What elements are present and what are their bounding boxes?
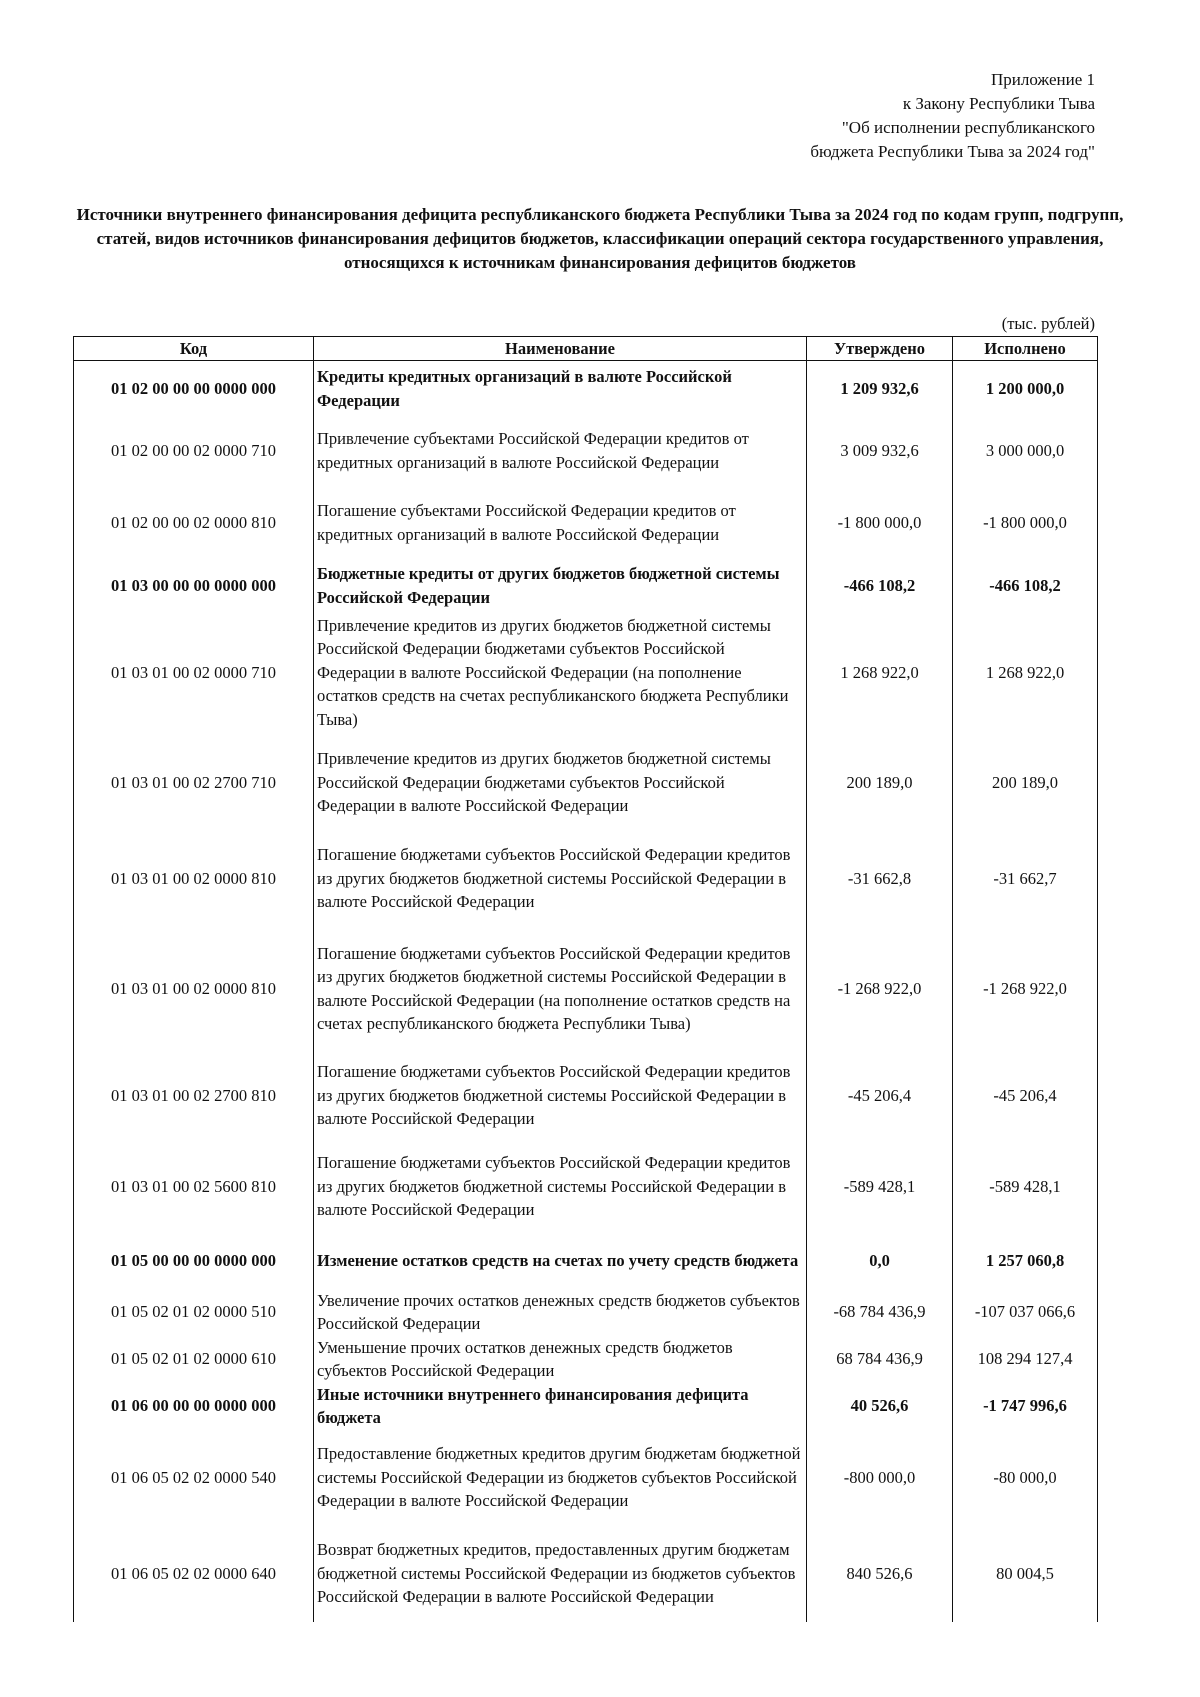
row-approved: 3 009 932,6	[807, 417, 953, 485]
row-name: Уменьшение прочих остатков денежных средств бюджетов субъектов Российской Федерации	[314, 1336, 807, 1383]
row-name: Изменение остатков средств на счетах по учету средств бюджета	[314, 1233, 807, 1289]
row-name: Погашение бюджетами субъектов Российской Федерации кредитов из других бюджетов бюджетной системы Российской Федерации в валюте Российской Федерации	[314, 831, 807, 927]
appendix-line-1: Приложение 1	[991, 70, 1095, 89]
row-approved: -589 428,1	[807, 1141, 953, 1233]
row-name: Предоставление бюджетных кредитов другим бюджетам бюджетной системы Российской Федерации из бюджетов субъектов Российской Федерации в валюте Российской Федерации	[314, 1430, 807, 1526]
table-row	[74, 1383, 1098, 1430]
row-code: 01 03 00 00 00 0000 000	[74, 561, 314, 611]
row-code: 01 06 05 02 02 0000 540	[74, 1430, 314, 1526]
table-row	[74, 1289, 1098, 1336]
row-approved: -68 784 436,9	[807, 1289, 953, 1336]
row-approved: -1 268 922,0	[807, 927, 953, 1051]
row-approved: -800 000,0	[807, 1430, 953, 1526]
column-header-executed: Исполнено	[953, 337, 1098, 361]
row-name: Привлечение кредитов из других бюджетов бюджетной системы Российской Федерации бюджетами субъектов Российской Федерации в валюте Российской Федерации	[314, 735, 807, 831]
row-approved: 840 526,6	[807, 1526, 953, 1622]
row-code: 01 02 00 00 02 0000 810	[74, 485, 314, 561]
row-code: 01 03 01 00 02 0000 710	[74, 611, 314, 735]
row-code: 01 03 01 00 02 2700 810	[74, 1051, 314, 1141]
row-code: 01 02 00 00 02 0000 710	[74, 417, 314, 485]
row-code: 01 06 00 00 00 0000 000	[74, 1383, 314, 1430]
appendix-line-3: "Об исполнении республиканского	[841, 118, 1095, 137]
row-approved: -45 206,4	[807, 1051, 953, 1141]
row-code: 01 05 00 00 00 0000 000	[74, 1233, 314, 1289]
row-code: 01 05 02 01 02 0000 610	[74, 1336, 314, 1383]
table-row	[74, 485, 1098, 561]
row-name: Погашение субъектами Российской Федерации кредитов от кредитных организаций в валюте Российской Федерации	[314, 485, 807, 561]
row-approved: 68 784 436,9	[807, 1336, 953, 1383]
table-row	[74, 1141, 1098, 1233]
column-header-approved: Утверждено	[807, 337, 953, 361]
row-name: Увеличение прочих остатков денежных средств бюджетов субъектов Российской Федерации	[314, 1289, 807, 1336]
financing-sources-table	[73, 336, 1098, 1622]
row-name: Кредиты кредитных организаций в валюте Российской Федерации	[314, 361, 807, 417]
row-approved: 1 268 922,0	[807, 611, 953, 735]
row-executed: 200 189,0	[953, 735, 1098, 831]
table-row	[74, 1430, 1098, 1526]
document-title: Источники внутреннего финансирования дефицита республиканского бюджета Республики Тыва за 2024 год по кодам групп, подгрупп, статей, видов источников финансирования дефицитов бюджетов, классификации операций сектора государственного управления, относящихся к источникам финансирования дефицитов бюджетов	[76, 205, 1124, 272]
row-approved: 0,0	[807, 1233, 953, 1289]
row-executed: -80 000,0	[953, 1430, 1098, 1526]
row-executed: -1 747 996,6	[953, 1383, 1098, 1430]
appendix-line-4: бюджета Республики Тыва за 2024 год"	[810, 142, 1095, 161]
table-row	[74, 561, 1098, 611]
units-note: (тыс. рублей)	[1001, 314, 1095, 333]
row-executed: -45 206,4	[953, 1051, 1098, 1141]
row-code: 01 03 01 00 02 5600 810	[74, 1141, 314, 1233]
table-row	[74, 611, 1098, 735]
table-header-row	[74, 337, 1098, 361]
row-executed: 80 004,5	[953, 1526, 1098, 1622]
row-executed: 1 268 922,0	[953, 611, 1098, 735]
row-executed: -31 662,7	[953, 831, 1098, 927]
row-executed: 1 257 060,8	[953, 1233, 1098, 1289]
row-name: Иные источники внутреннего финансирования дефицита бюджета	[314, 1383, 807, 1430]
row-name: Погашение бюджетами субъектов Российской Федерации кредитов из других бюджетов бюджетной системы Российской Федерации в валюте Российской Федерации (на пополнение остатков средств на счетах республиканского бюджета Республики Тыва)	[314, 927, 807, 1051]
row-name: Возврат бюджетных кредитов, предоставленных другим бюджетам бюджетной системы Российской Федерации из бюджетов субъектов Российской Федерации в валюте Российской Федерации	[314, 1526, 807, 1622]
table-row	[74, 1526, 1098, 1622]
row-executed: -589 428,1	[953, 1141, 1098, 1233]
table-row	[74, 1336, 1098, 1383]
row-code: 01 02 00 00 00 0000 000	[74, 361, 314, 417]
row-executed: 108 294 127,4	[953, 1336, 1098, 1383]
row-executed: 1 200 000,0	[953, 361, 1098, 417]
row-executed: -466 108,2	[953, 561, 1098, 611]
row-name: Привлечение кредитов из других бюджетов бюджетной системы Российской Федерации бюджетами субъектов Российской Федерации в валюте Российской Федерации (на пополнение остатков средств на счетах республиканского бюджета Республики Тыва)	[314, 611, 807, 735]
table-row	[74, 1051, 1098, 1141]
row-code: 01 03 01 00 02 0000 810	[74, 927, 314, 1051]
row-name: Погашение бюджетами субъектов Российской Федерации кредитов из других бюджетов бюджетной системы Российской Федерации в валюте Российской Федерации	[314, 1141, 807, 1233]
table-row	[74, 361, 1098, 417]
row-code: 01 03 01 00 02 2700 710	[74, 735, 314, 831]
table-row	[74, 735, 1098, 831]
appendix-line-2: к Закону Республики Тыва	[902, 94, 1095, 113]
row-approved: -1 800 000,0	[807, 485, 953, 561]
row-name: Погашение бюджетами субъектов Российской Федерации кредитов из других бюджетов бюджетной системы Российской Федерации в валюте Российской Федерации	[314, 1051, 807, 1141]
row-code: 01 03 01 00 02 0000 810	[74, 831, 314, 927]
row-approved: 40 526,6	[807, 1383, 953, 1430]
row-code: 01 05 02 01 02 0000 510	[74, 1289, 314, 1336]
table-row	[74, 1233, 1098, 1289]
table-row	[74, 831, 1098, 927]
row-code: 01 06 05 02 02 0000 640	[74, 1526, 314, 1622]
row-executed: 3 000 000,0	[953, 417, 1098, 485]
row-approved: 1 209 932,6	[807, 361, 953, 417]
column-header-code: Код	[74, 337, 314, 361]
row-approved: -466 108,2	[807, 561, 953, 611]
row-approved: 200 189,0	[807, 735, 953, 831]
row-executed: -1 268 922,0	[953, 927, 1098, 1051]
row-name: Бюджетные кредиты от других бюджетов бюджетной системы Российской Федерации	[314, 561, 807, 611]
row-executed: -1 800 000,0	[953, 485, 1098, 561]
row-approved: -31 662,8	[807, 831, 953, 927]
appendix-reference	[810, 68, 1095, 164]
table-row	[74, 927, 1098, 1051]
column-header-name: Наименование	[314, 337, 807, 361]
row-executed: -107 037 066,6	[953, 1289, 1098, 1336]
table-row	[74, 417, 1098, 485]
row-name: Привлечение субъектами Российской Федерации кредитов от кредитных организаций в валюте Российской Федерации	[314, 417, 807, 485]
